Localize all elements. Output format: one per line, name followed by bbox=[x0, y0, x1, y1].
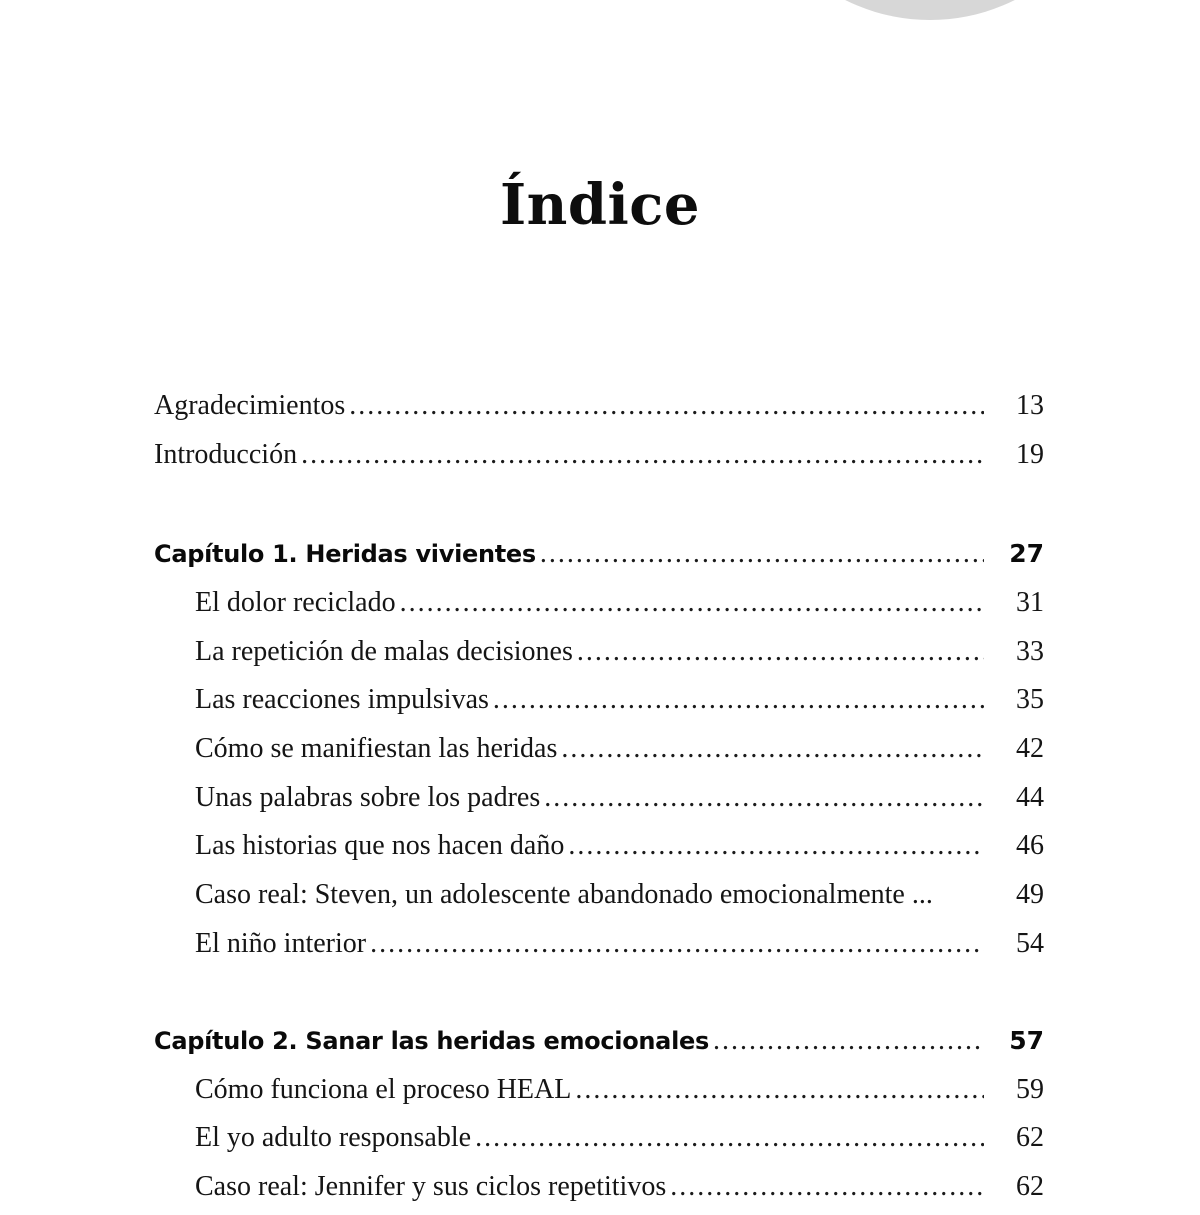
chapter-label: Capítulo 2. Sanar las heridas emocionales bbox=[154, 1027, 709, 1055]
toc-section[interactable] bbox=[154, 1074, 1044, 1118]
toc-section[interactable] bbox=[154, 928, 1044, 972]
dot-leader bbox=[301, 439, 984, 471]
chapter-page: 57 bbox=[1009, 1026, 1044, 1055]
decorative-circle bbox=[740, 0, 1120, 20]
dot-leader bbox=[540, 538, 984, 570]
chapter-label: Capítulo 1. Heridas vivientes bbox=[154, 540, 536, 568]
section-page: 42 bbox=[1016, 733, 1044, 764]
toc-section[interactable] bbox=[154, 636, 1044, 680]
section-label: La repetición de malas decisiones bbox=[195, 636, 573, 667]
section-label: Caso real: Steven, un adolescente abandonado emocionalmente ... bbox=[195, 879, 933, 910]
toc-entry-label: Introducción bbox=[154, 439, 298, 470]
toc-section[interactable] bbox=[154, 587, 1044, 631]
dot-leader bbox=[575, 1074, 984, 1106]
section-label: Unas palabras sobre los padres bbox=[195, 782, 541, 813]
section-page: 49 bbox=[1016, 879, 1044, 910]
section-page: 46 bbox=[1016, 830, 1044, 861]
section-label: El yo adulto responsable bbox=[195, 1122, 472, 1153]
toc-chapter-1[interactable] bbox=[154, 538, 1044, 582]
dot-leader bbox=[349, 390, 984, 422]
section-label: El dolor reciclado bbox=[195, 587, 396, 618]
dot-leader bbox=[544, 782, 984, 814]
toc-entry-introduccion[interactable] bbox=[154, 439, 1044, 483]
section-page: 31 bbox=[1016, 587, 1044, 618]
section-page: 62 bbox=[1016, 1122, 1044, 1153]
toc-chapter-2[interactable] bbox=[154, 1025, 1044, 1069]
toc-section[interactable] bbox=[154, 1122, 1044, 1166]
section-label: El niño interior bbox=[195, 928, 367, 959]
dot-leader bbox=[670, 1171, 984, 1203]
dot-leader bbox=[561, 733, 984, 765]
toc-entry-page: 13 bbox=[1016, 390, 1044, 421]
section-page: 59 bbox=[1016, 1074, 1044, 1105]
dot-leader bbox=[568, 830, 984, 862]
section-label: Cómo funciona el proceso HEAL bbox=[195, 1074, 572, 1105]
section-label: Las historias que nos hacen daño bbox=[195, 830, 565, 861]
toc-section[interactable] bbox=[154, 684, 1044, 728]
section-page: 33 bbox=[1016, 636, 1044, 667]
toc-section[interactable] bbox=[154, 879, 1044, 923]
dot-leader bbox=[713, 1025, 984, 1057]
toc-section[interactable] bbox=[154, 830, 1044, 874]
section-label: Cómo se manifiestan las heridas bbox=[195, 733, 558, 764]
section-label: Las reacciones impulsivas bbox=[195, 684, 489, 715]
toc-entry-page: 19 bbox=[1016, 439, 1044, 470]
dot-leader bbox=[577, 636, 984, 668]
toc-section[interactable] bbox=[154, 782, 1044, 826]
section-page: 35 bbox=[1016, 684, 1044, 715]
toc-section[interactable] bbox=[154, 733, 1044, 777]
toc-entry-label: Agradecimientos bbox=[154, 390, 346, 421]
dot-leader bbox=[370, 928, 984, 960]
dot-leader bbox=[475, 1122, 984, 1154]
toc-section[interactable] bbox=[154, 1171, 1044, 1215]
section-page: 44 bbox=[1016, 782, 1044, 813]
toc-entry-agradecimientos[interactable] bbox=[154, 390, 1044, 434]
section-page: 54 bbox=[1016, 928, 1044, 959]
section-label: Caso real: Jennifer y sus ciclos repetitivos bbox=[195, 1171, 667, 1202]
dot-leader bbox=[400, 587, 984, 619]
chapter-page: 27 bbox=[1009, 539, 1044, 568]
dot-leader bbox=[493, 684, 984, 716]
section-page: 62 bbox=[1016, 1171, 1044, 1202]
page-title: Índice bbox=[499, 172, 701, 238]
